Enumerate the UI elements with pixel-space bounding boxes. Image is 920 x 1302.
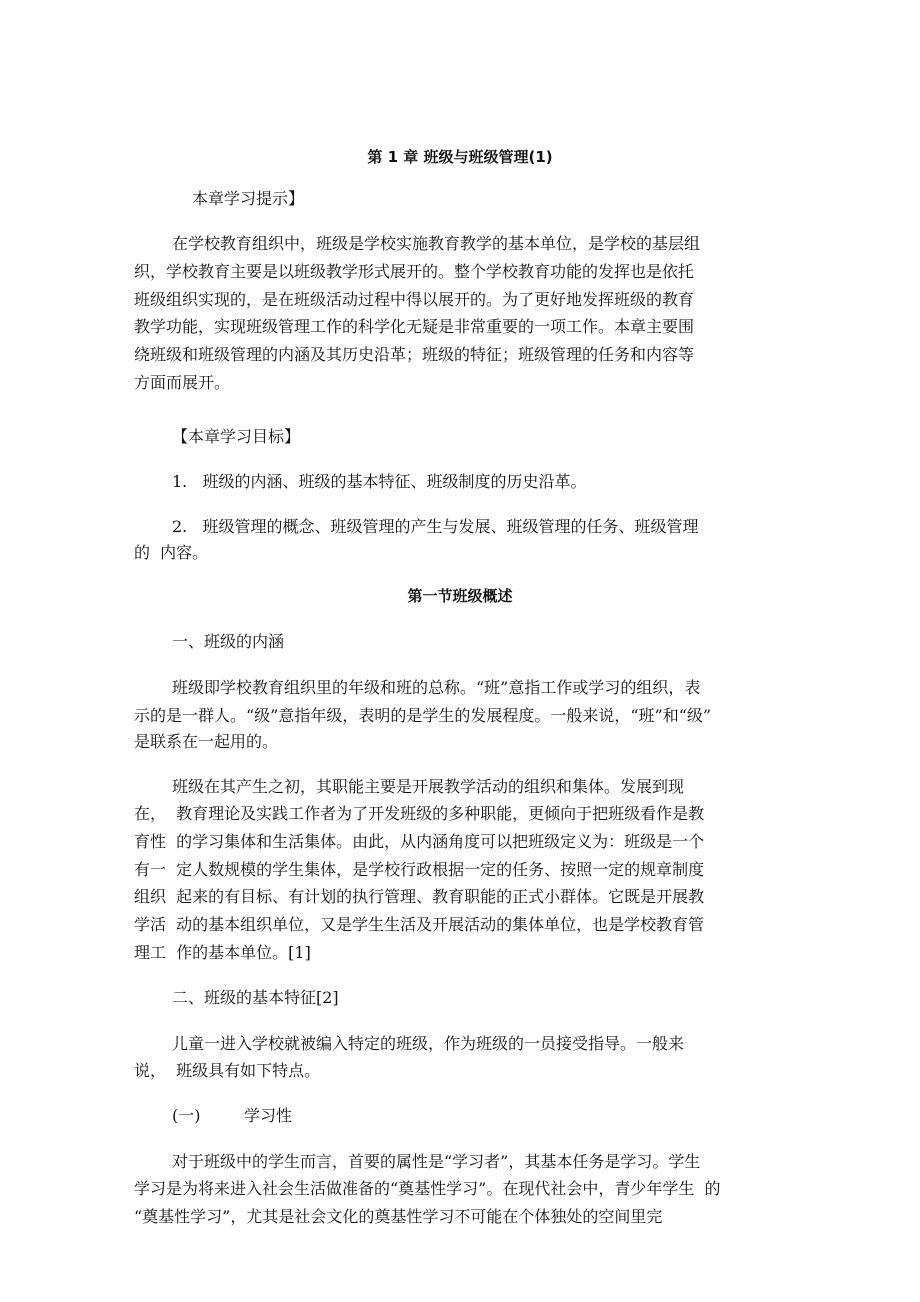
learning-line: “奠基性学习”，尤其是社会文化的奠基性学习不可能在个体独处的空间里完 xyxy=(134,1207,663,1226)
learning-line: 对于班级中的学生而言，首要的属性是“学习者”，其基本任务是学习。学生 xyxy=(172,1152,701,1171)
child-line: 儿童一进入学校就被编入特定的班级，作为班级的一员接受指导。一般来 xyxy=(172,1034,685,1053)
intro-line: 教学功能，实现班级管理工作的科学化无疑是非常重要的一项工作。本章主要围 xyxy=(134,317,695,336)
definition-line: 示的是一群人。“级”意指年级，表明的是学生的发展程度。一般来说，“班”和“级” xyxy=(134,706,712,725)
feature-number: (一) xyxy=(172,1106,201,1125)
study-tip-heading: 本章学习提示】 xyxy=(192,189,305,208)
goal-2-line: 2. 班级管理的概念、班级管理的产生与发展、班级管理的任务、班级管理 xyxy=(172,517,699,536)
function-line: 组织 起来的有目标、有计划的执行管理、教育职能的正式小群体。它既是开展教 xyxy=(134,887,705,906)
intro-line: 织，学校教育主要是以班级教学形式展开的。整个学校教育功能的发挥也是依托 xyxy=(134,262,695,281)
intro-line: 班级组织实现的，是在班级活动过程中得以展开的。为了更好地发挥班级的教育 xyxy=(134,290,695,309)
chapter-title: 第 1 章 班级与班级管理(1) xyxy=(367,148,553,166)
intro-line: 方面而展开。 xyxy=(134,373,231,392)
definition-line: 班级即学校教育组织里的年级和班的总称。“班”意指工作或学习的组织，表 xyxy=(172,678,701,697)
subsection-heading-1: 一、班级的内涵 xyxy=(172,632,285,651)
learning-line: 学习是为将来进入社会生活做准备的“奠基性学习”。在现代社会中，青少年学生 的 xyxy=(134,1179,721,1198)
definition-line: 是联系在一起用的。 xyxy=(134,732,279,751)
function-line: 育性 的学习集体和生活集体。由此，从内涵角度可以把班级定义为：班级是一个 xyxy=(134,832,705,851)
goal-item-1: 1. 班级的内涵、班级的基本特征、班级制度的历史沿革。 xyxy=(172,472,587,491)
function-line: 班级在其产生之初，其职能主要是开展教学活动的组织和集体。发展到现 xyxy=(172,777,685,796)
function-line: 在， 教育理论及实践工作者为了开发班级的多种职能，更倾向于把班级看作是教 xyxy=(134,804,705,823)
goal-2-line: 的 内容。 xyxy=(134,543,209,562)
function-line: 学活 动的基本组织单位，又是学生生活及开展活动的集体单位，也是学校教育管 xyxy=(134,915,705,934)
function-line: 有一 定人数规模的学生集体，是学校行政根据一定的任务、按照一定的规章制度 xyxy=(134,860,705,879)
function-line: 理工 作的基本单位。[1] xyxy=(134,943,311,962)
feature-title: 学习性 xyxy=(244,1106,293,1125)
goals-heading: 【本章学习目标】 xyxy=(172,427,301,446)
section-title: 第一节班级概述 xyxy=(407,587,513,605)
subsection-heading-2: 二、班级的基本特征[2] xyxy=(172,988,339,1007)
intro-line: 绕班级和班级管理的内涵及其历史沿革；班级的特征；班级管理的任务和内容等 xyxy=(134,345,695,364)
child-line: 说， 班级具有如下特点。 xyxy=(134,1061,321,1080)
intro-line: 在学校教育组织中，班级是学校实施教育教学的基本单位，是学校的基层组 xyxy=(172,234,701,253)
